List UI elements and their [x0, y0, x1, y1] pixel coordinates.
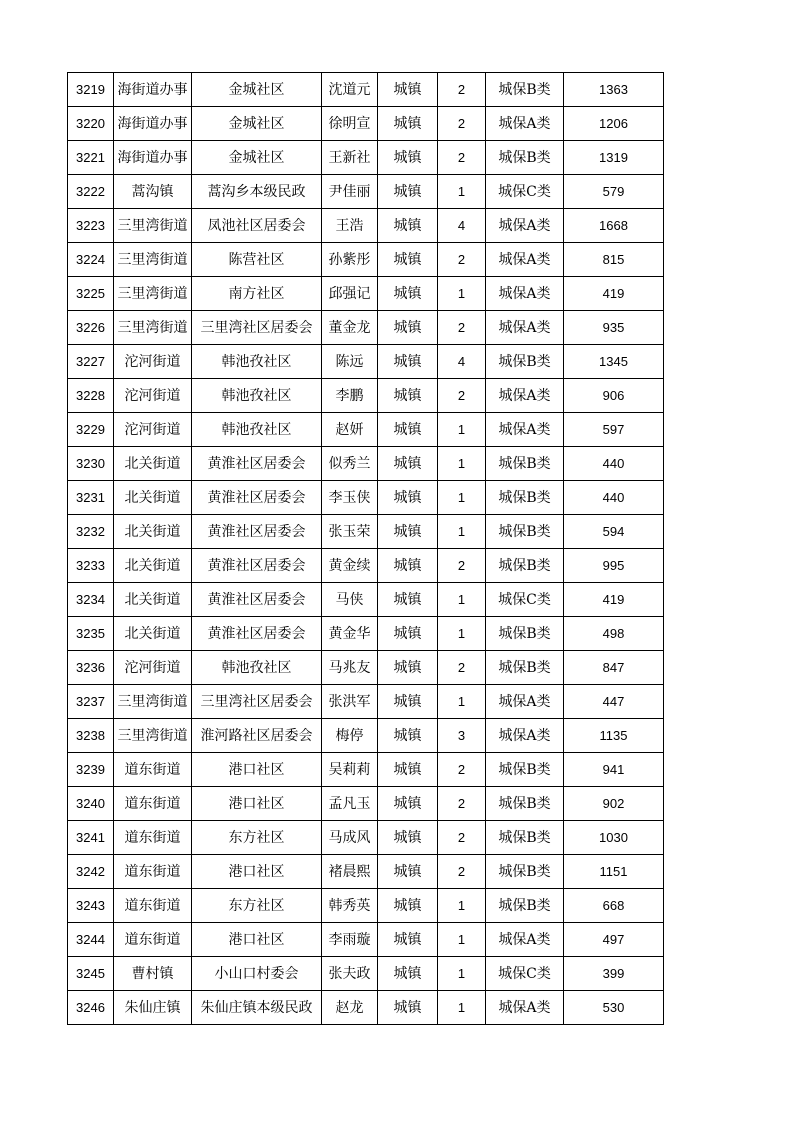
- cell-street: 蒿沟镇: [114, 175, 192, 209]
- table-row: [68, 277, 664, 311]
- cell-number: 3225: [68, 277, 114, 311]
- cell-area-type: 城镇: [378, 515, 438, 549]
- cell-amount: 399: [564, 957, 664, 991]
- cell-street: 三里湾街道: [114, 277, 192, 311]
- cell-area-type: 城镇: [378, 549, 438, 583]
- cell-person-name: 张玉荣: [322, 515, 378, 549]
- cell-street: 北关街道: [114, 515, 192, 549]
- cell-number: 3230: [68, 447, 114, 481]
- cell-community: 淮河路社区居委会: [192, 719, 322, 753]
- cell-person-name: 董金龙: [322, 311, 378, 345]
- data-table: [67, 72, 664, 1025]
- table-row: [68, 617, 664, 651]
- cell-number: 3240: [68, 787, 114, 821]
- cell-category: 城保A类: [486, 923, 564, 957]
- cell-amount: 594: [564, 515, 664, 549]
- cell-amount: 419: [564, 583, 664, 617]
- cell-household-count: 2: [438, 73, 486, 107]
- cell-person-name: 赵龙: [322, 991, 378, 1025]
- cell-number: 3220: [68, 107, 114, 141]
- table-row: [68, 651, 664, 685]
- table-row: [68, 107, 664, 141]
- cell-community: 黄淮社区居委会: [192, 549, 322, 583]
- cell-number: 3228: [68, 379, 114, 413]
- cell-amount: 1151: [564, 855, 664, 889]
- cell-number: 3244: [68, 923, 114, 957]
- cell-area-type: 城镇: [378, 277, 438, 311]
- cell-community: 小山口村委会: [192, 957, 322, 991]
- cell-person-name: 王新社: [322, 141, 378, 175]
- cell-person-name: 马兆友: [322, 651, 378, 685]
- cell-community: 南方社区: [192, 277, 322, 311]
- cell-person-name: 李雨璇: [322, 923, 378, 957]
- table-body: [68, 73, 664, 1025]
- cell-street: 沱河街道: [114, 345, 192, 379]
- cell-household-count: 1: [438, 685, 486, 719]
- cell-amount: 579: [564, 175, 664, 209]
- cell-community: 港口社区: [192, 753, 322, 787]
- cell-category: 城保A类: [486, 107, 564, 141]
- cell-category: 城保B类: [486, 345, 564, 379]
- cell-number: 3242: [68, 855, 114, 889]
- table-row: [68, 583, 664, 617]
- cell-community: 朱仙庄镇本级民政: [192, 991, 322, 1025]
- cell-amount: 902: [564, 787, 664, 821]
- cell-number: 3224: [68, 243, 114, 277]
- cell-amount: 847: [564, 651, 664, 685]
- cell-community: 韩池孜社区: [192, 651, 322, 685]
- cell-amount: 497: [564, 923, 664, 957]
- cell-community: 黄淮社区居委会: [192, 617, 322, 651]
- cell-household-count: 2: [438, 141, 486, 175]
- cell-number: 3229: [68, 413, 114, 447]
- cell-household-count: 2: [438, 753, 486, 787]
- table-row: [68, 379, 664, 413]
- cell-street: 沱河街道: [114, 379, 192, 413]
- cell-person-name: 张洪军: [322, 685, 378, 719]
- cell-person-name: 褚晨熙: [322, 855, 378, 889]
- cell-person-name: 吴莉莉: [322, 753, 378, 787]
- cell-area-type: 城镇: [378, 719, 438, 753]
- cell-number: 3219: [68, 73, 114, 107]
- cell-area-type: 城镇: [378, 243, 438, 277]
- cell-category: 城保A类: [486, 413, 564, 447]
- cell-household-count: 1: [438, 583, 486, 617]
- cell-amount: 440: [564, 481, 664, 515]
- cell-street: 道东街道: [114, 753, 192, 787]
- table-row: [68, 209, 664, 243]
- cell-person-name: 孙紫彤: [322, 243, 378, 277]
- cell-number: 3245: [68, 957, 114, 991]
- cell-number: 3232: [68, 515, 114, 549]
- cell-area-type: 城镇: [378, 923, 438, 957]
- cell-area-type: 城镇: [378, 617, 438, 651]
- table-row: [68, 787, 664, 821]
- cell-household-count: 1: [438, 889, 486, 923]
- cell-category: 城保A类: [486, 243, 564, 277]
- cell-amount: 815: [564, 243, 664, 277]
- cell-amount: 1135: [564, 719, 664, 753]
- table-row: [68, 991, 664, 1025]
- cell-person-name: 李玉侠: [322, 481, 378, 515]
- cell-area-type: 城镇: [378, 175, 438, 209]
- cell-community: 东方社区: [192, 889, 322, 923]
- cell-person-name: 邱强记: [322, 277, 378, 311]
- cell-amount: 935: [564, 311, 664, 345]
- cell-amount: 1363: [564, 73, 664, 107]
- cell-amount: 597: [564, 413, 664, 447]
- cell-person-name: 孟凡玉: [322, 787, 378, 821]
- table-row: [68, 719, 664, 753]
- cell-area-type: 城镇: [378, 991, 438, 1025]
- cell-category: 城保B类: [486, 821, 564, 855]
- cell-number: 3239: [68, 753, 114, 787]
- table-row: [68, 141, 664, 175]
- table-row: [68, 957, 664, 991]
- cell-person-name: 沈道元: [322, 73, 378, 107]
- cell-number: 3236: [68, 651, 114, 685]
- cell-street: 曹村镇: [114, 957, 192, 991]
- cell-number: 3238: [68, 719, 114, 753]
- cell-street: 道东街道: [114, 821, 192, 855]
- table-row: [68, 243, 664, 277]
- cell-household-count: 1: [438, 617, 486, 651]
- cell-number: 3234: [68, 583, 114, 617]
- table-row: [68, 923, 664, 957]
- cell-community: 韩池孜社区: [192, 345, 322, 379]
- table-row: [68, 821, 664, 855]
- cell-community: 三里湾社区居委会: [192, 685, 322, 719]
- cell-area-type: 城镇: [378, 753, 438, 787]
- cell-street: 道东街道: [114, 855, 192, 889]
- cell-area-type: 城镇: [378, 957, 438, 991]
- cell-street: 北关街道: [114, 549, 192, 583]
- cell-community: 东方社区: [192, 821, 322, 855]
- cell-amount: 419: [564, 277, 664, 311]
- cell-household-count: 4: [438, 209, 486, 243]
- cell-category: 城保A类: [486, 209, 564, 243]
- cell-household-count: 1: [438, 447, 486, 481]
- cell-community: 黄淮社区居委会: [192, 447, 322, 481]
- cell-category: 城保C类: [486, 175, 564, 209]
- cell-amount: 995: [564, 549, 664, 583]
- cell-household-count: 1: [438, 175, 486, 209]
- cell-household-count: 2: [438, 379, 486, 413]
- cell-person-name: 陈远: [322, 345, 378, 379]
- cell-area-type: 城镇: [378, 685, 438, 719]
- table-row: [68, 413, 664, 447]
- table-row: [68, 753, 664, 787]
- cell-person-name: 黄金华: [322, 617, 378, 651]
- cell-street: 北关街道: [114, 617, 192, 651]
- cell-street: 三里湾街道: [114, 685, 192, 719]
- cell-household-count: 1: [438, 957, 486, 991]
- cell-street: 北关街道: [114, 481, 192, 515]
- cell-community: 金城社区: [192, 73, 322, 107]
- cell-person-name: 王浩: [322, 209, 378, 243]
- cell-street: 海街道办事: [114, 107, 192, 141]
- cell-category: 城保B类: [486, 753, 564, 787]
- cell-category: 城保B类: [486, 787, 564, 821]
- cell-category: 城保B类: [486, 515, 564, 549]
- cell-amount: 1206: [564, 107, 664, 141]
- cell-number: 3221: [68, 141, 114, 175]
- cell-household-count: 1: [438, 991, 486, 1025]
- table-row: [68, 515, 664, 549]
- cell-category: 城保A类: [486, 311, 564, 345]
- cell-community: 凤池社区居委会: [192, 209, 322, 243]
- table-row: [68, 481, 664, 515]
- cell-number: 3243: [68, 889, 114, 923]
- cell-household-count: 2: [438, 549, 486, 583]
- cell-area-type: 城镇: [378, 345, 438, 379]
- cell-area-type: 城镇: [378, 379, 438, 413]
- cell-street: 三里湾街道: [114, 719, 192, 753]
- cell-number: 3226: [68, 311, 114, 345]
- cell-category: 城保B类: [486, 617, 564, 651]
- table-row: [68, 73, 664, 107]
- cell-community: 陈营社区: [192, 243, 322, 277]
- cell-street: 海街道办事: [114, 141, 192, 175]
- cell-number: 3231: [68, 481, 114, 515]
- cell-household-count: 2: [438, 821, 486, 855]
- cell-household-count: 2: [438, 243, 486, 277]
- cell-street: 沱河街道: [114, 413, 192, 447]
- cell-amount: 447: [564, 685, 664, 719]
- cell-area-type: 城镇: [378, 141, 438, 175]
- cell-street: 沱河街道: [114, 651, 192, 685]
- cell-number: 3235: [68, 617, 114, 651]
- cell-household-count: 2: [438, 787, 486, 821]
- cell-number: 3237: [68, 685, 114, 719]
- cell-amount: 906: [564, 379, 664, 413]
- cell-category: 城保A类: [486, 277, 564, 311]
- cell-category: 城保C类: [486, 583, 564, 617]
- cell-area-type: 城镇: [378, 447, 438, 481]
- cell-household-count: 1: [438, 413, 486, 447]
- cell-household-count: 1: [438, 481, 486, 515]
- cell-person-name: 韩秀英: [322, 889, 378, 923]
- cell-number: 3246: [68, 991, 114, 1025]
- cell-person-name: 黄金续: [322, 549, 378, 583]
- cell-category: 城保B类: [486, 481, 564, 515]
- cell-community: 蒿沟乡本级民政: [192, 175, 322, 209]
- cell-category: 城保B类: [486, 855, 564, 889]
- table-row: [68, 175, 664, 209]
- cell-person-name: 尹佳丽: [322, 175, 378, 209]
- cell-community: 黄淮社区居委会: [192, 583, 322, 617]
- cell-area-type: 城镇: [378, 889, 438, 923]
- cell-category: 城保A类: [486, 991, 564, 1025]
- table-row: [68, 311, 664, 345]
- cell-amount: 498: [564, 617, 664, 651]
- table-row: [68, 855, 664, 889]
- cell-household-count: 2: [438, 107, 486, 141]
- cell-area-type: 城镇: [378, 481, 438, 515]
- cell-street: 道东街道: [114, 889, 192, 923]
- cell-community: 金城社区: [192, 107, 322, 141]
- cell-person-name: 赵妍: [322, 413, 378, 447]
- cell-amount: 1319: [564, 141, 664, 175]
- cell-category: 城保B类: [486, 141, 564, 175]
- cell-area-type: 城镇: [378, 107, 438, 141]
- cell-person-name: 徐明宣: [322, 107, 378, 141]
- cell-community: 韩池孜社区: [192, 413, 322, 447]
- cell-area-type: 城镇: [378, 311, 438, 345]
- cell-community: 港口社区: [192, 923, 322, 957]
- cell-household-count: 1: [438, 277, 486, 311]
- cell-number: 3223: [68, 209, 114, 243]
- cell-number: 3233: [68, 549, 114, 583]
- cell-area-type: 城镇: [378, 651, 438, 685]
- cell-street: 北关街道: [114, 583, 192, 617]
- cell-amount: 941: [564, 753, 664, 787]
- cell-community: 韩池孜社区: [192, 379, 322, 413]
- cell-number: 3222: [68, 175, 114, 209]
- cell-street: 北关街道: [114, 447, 192, 481]
- cell-area-type: 城镇: [378, 413, 438, 447]
- cell-category: 城保A类: [486, 685, 564, 719]
- cell-area-type: 城镇: [378, 787, 438, 821]
- cell-street: 朱仙庄镇: [114, 991, 192, 1025]
- cell-area-type: 城镇: [378, 209, 438, 243]
- table-row: [68, 447, 664, 481]
- cell-household-count: 3: [438, 719, 486, 753]
- cell-amount: 1345: [564, 345, 664, 379]
- cell-person-name: 张夫政: [322, 957, 378, 991]
- cell-person-name: 梅停: [322, 719, 378, 753]
- cell-community: 三里湾社区居委会: [192, 311, 322, 345]
- cell-amount: 1030: [564, 821, 664, 855]
- cell-amount: 440: [564, 447, 664, 481]
- cell-household-count: 2: [438, 855, 486, 889]
- cell-category: 城保B类: [486, 549, 564, 583]
- cell-street: 海街道办事: [114, 73, 192, 107]
- cell-number: 3227: [68, 345, 114, 379]
- table-row: [68, 889, 664, 923]
- cell-street: 三里湾街道: [114, 311, 192, 345]
- cell-household-count: 4: [438, 345, 486, 379]
- cell-area-type: 城镇: [378, 583, 438, 617]
- cell-household-count: 1: [438, 515, 486, 549]
- cell-household-count: 2: [438, 311, 486, 345]
- cell-area-type: 城镇: [378, 73, 438, 107]
- cell-community: 黄淮社区居委会: [192, 481, 322, 515]
- cell-community: 金城社区: [192, 141, 322, 175]
- cell-community: 港口社区: [192, 855, 322, 889]
- cell-person-name: 马侠: [322, 583, 378, 617]
- cell-area-type: 城镇: [378, 821, 438, 855]
- cell-area-type: 城镇: [378, 855, 438, 889]
- cell-amount: 1668: [564, 209, 664, 243]
- cell-community: 黄淮社区居委会: [192, 515, 322, 549]
- cell-category: 城保B类: [486, 447, 564, 481]
- cell-street: 道东街道: [114, 923, 192, 957]
- cell-person-name: 李鹏: [322, 379, 378, 413]
- cell-category: 城保A类: [486, 719, 564, 753]
- cell-household-count: 1: [438, 923, 486, 957]
- table-row: [68, 345, 664, 379]
- table-row: [68, 685, 664, 719]
- cell-household-count: 2: [438, 651, 486, 685]
- cell-category: 城保C类: [486, 957, 564, 991]
- cell-community: 港口社区: [192, 787, 322, 821]
- cell-street: 三里湾街道: [114, 243, 192, 277]
- cell-number: 3241: [68, 821, 114, 855]
- cell-category: 城保B类: [486, 73, 564, 107]
- cell-amount: 530: [564, 991, 664, 1025]
- cell-amount: 668: [564, 889, 664, 923]
- cell-category: 城保B类: [486, 889, 564, 923]
- cell-street: 道东街道: [114, 787, 192, 821]
- cell-person-name: 似秀兰: [322, 447, 378, 481]
- table-row: [68, 549, 664, 583]
- cell-category: 城保B类: [486, 651, 564, 685]
- cell-category: 城保A类: [486, 379, 564, 413]
- cell-person-name: 马成风: [322, 821, 378, 855]
- cell-street: 三里湾街道: [114, 209, 192, 243]
